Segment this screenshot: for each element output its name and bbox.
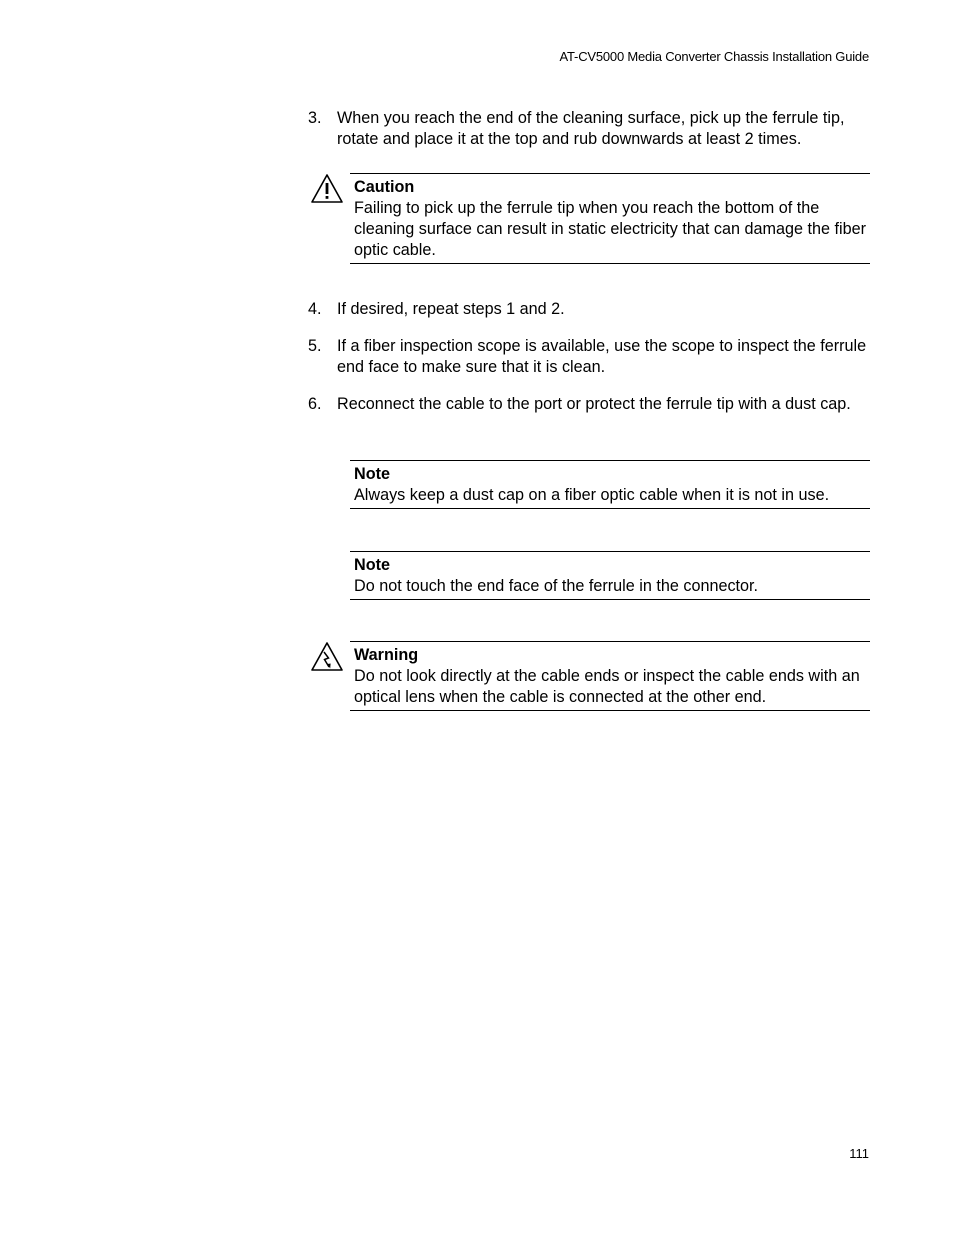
caution-box: [350, 173, 870, 264]
step-text: If a fiber inspection scope is available, use the scope to inspect the ferrule end face to make sure that it is clean.: [337, 337, 867, 376]
running-header: AT-CV5000 Media Converter Chassis Installation Guide: [559, 49, 869, 64]
note-box-1: [350, 460, 870, 509]
step-6: [308, 394, 873, 415]
caution-title: Caution: [354, 178, 415, 196]
step-text: When you reach the end of the cleaning surface, pick up the ferrule tip, rotate and place it at the top and rub downwards at least 2 times.: [337, 109, 845, 148]
warning-box: [350, 641, 870, 711]
caution-body: Failing to pick up the ferrule tip when you reach the bottom of the cleaning surface can result in static electricity that can damage the fiber optic cable.: [354, 199, 866, 259]
step-number: 4.: [308, 300, 322, 318]
step-number: 3.: [308, 109, 322, 127]
note-title: Note: [354, 556, 390, 574]
note-title: Note: [354, 465, 390, 483]
warning-icon: [310, 641, 344, 673]
step-text: If desired, repeat steps 1 and 2.: [337, 300, 565, 318]
step-number: 5.: [308, 337, 322, 355]
caution-icon: [310, 173, 344, 205]
page-number: 111: [849, 1146, 869, 1161]
note-box-2: [350, 551, 870, 600]
note-body: Always keep a dust cap on a fiber optic cable when it is not in use.: [354, 486, 830, 504]
step-5: [308, 336, 873, 378]
step-3: [308, 108, 873, 150]
step-4: [308, 299, 873, 320]
warning-body: Do not look directly at the cable ends or inspect the cable ends with an optical lens when the cable is connected at the other end.: [354, 667, 860, 706]
note-body: Do not touch the end face of the ferrule in the connector.: [354, 577, 759, 595]
step-text: Reconnect the cable to the port or protect the ferrule tip with a dust cap.: [337, 395, 851, 413]
step-number: 6.: [308, 395, 322, 413]
warning-title: Warning: [354, 646, 419, 664]
